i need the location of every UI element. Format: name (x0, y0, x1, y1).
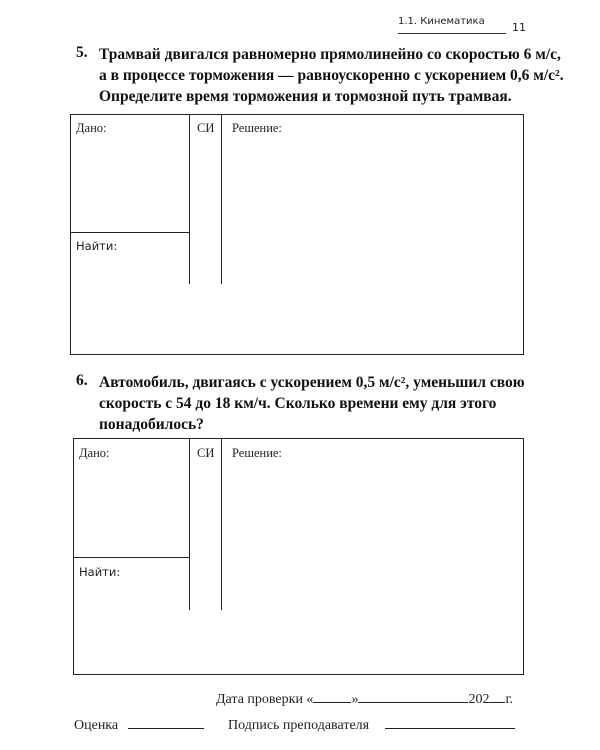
si-label: СИ (197, 446, 215, 460)
si-label: СИ (197, 121, 215, 135)
solution-label: Решение: (232, 446, 282, 460)
given-find-divider (70, 232, 190, 233)
solution-label: Решение: (232, 121, 282, 135)
check-date-month-blank[interactable] (358, 689, 468, 703)
check-date-year-suffix: г. (505, 692, 514, 707)
teacher-signature-blank[interactable] (385, 715, 515, 729)
si-column-divider (221, 438, 222, 610)
given-column-divider (189, 438, 190, 610)
si-column-divider (221, 114, 222, 284)
section-title: 1.1. Кинематика (398, 16, 485, 27)
grade-line (74, 715, 204, 734)
check-date-year-prefix: 202 (468, 692, 490, 707)
problem-6-text (99, 372, 579, 435)
problem-5-line-2: а в процессе торможения — равноускоренно с ускорением 0,6 м/с². (99, 67, 564, 84)
given-label: Дано: (76, 121, 107, 135)
problem-6-line-1: Автомобиль, двигаясь с ускорением 0,5 м/с², уменьшил свою (99, 374, 525, 391)
find-label: Найти: (79, 565, 121, 579)
answer-box-problem-5 (70, 114, 524, 355)
problem-5-line-3: Определите время торможения и тормозной путь трамвая. (99, 88, 512, 105)
problem-5-number: 5. (76, 44, 88, 61)
check-date-day-blank[interactable] (313, 689, 351, 703)
teacher-signature-line (228, 715, 515, 734)
check-date-quote-close: » (351, 692, 359, 707)
grade-blank[interactable] (128, 715, 204, 729)
page-number: 11 (512, 21, 526, 34)
problem-6-number: 6. (76, 372, 88, 389)
given-column-divider (189, 114, 190, 284)
teacher-signature-label: Подпись преподавателя (228, 718, 370, 733)
problem-5-line-1: Трамвай двигался равномерно прямолинейно со скоростью 6 м/с, (99, 46, 561, 63)
check-date-year-blank[interactable] (489, 689, 505, 703)
problem-6-line-2: скорость с 54 до 18 км/ч. Сколько времени ему для этого (99, 395, 497, 412)
header-rule (398, 33, 506, 34)
check-date-label: Дата проверки « (216, 692, 314, 707)
given-label: Дано: (79, 446, 110, 460)
check-date-line (216, 689, 513, 708)
problem-6-line-3: понадобилось? (99, 416, 204, 433)
grade-label: Оценка (74, 718, 119, 733)
find-label: Найти: (76, 239, 118, 253)
given-find-divider (73, 557, 190, 558)
problem-5-text (99, 44, 579, 107)
